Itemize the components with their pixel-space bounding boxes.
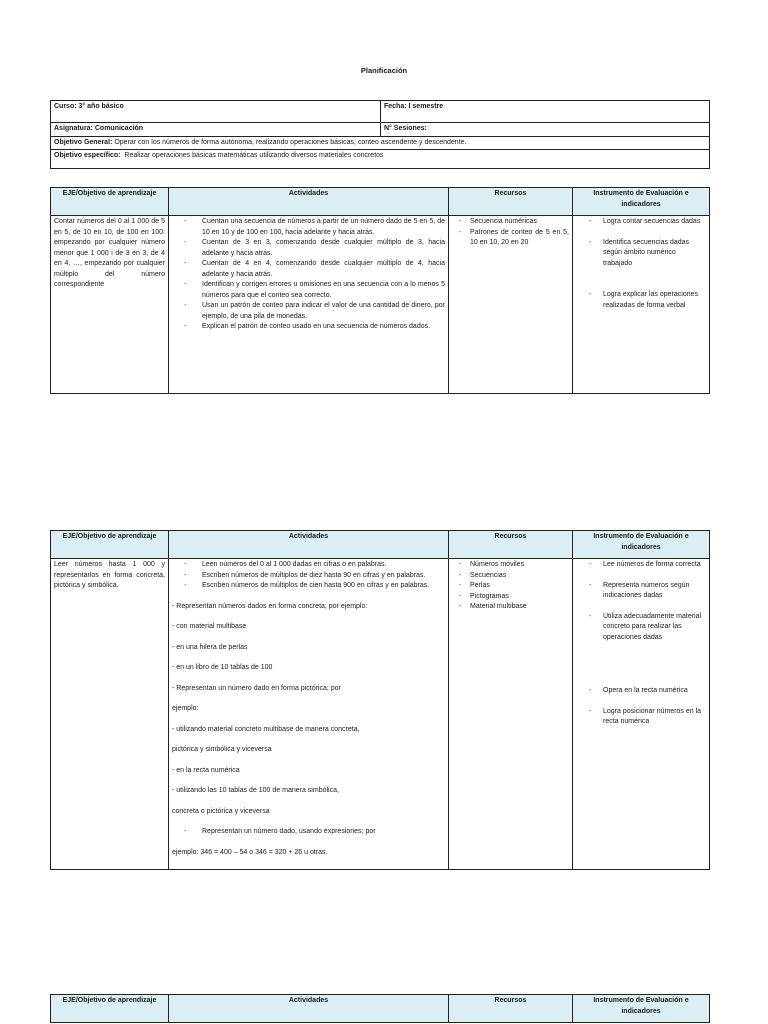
sesiones-cell xyxy=(381,123,710,137)
objetivo-general-label: Objetivo General: xyxy=(54,138,113,146)
activity-line: ejemplo: xyxy=(172,705,199,712)
eje-cell: Contar números del 0 al 1 000 de 5 en 5, de 10 en 10, de 100 en 100: empezando por cualquier número menor que 1 000 i de 3 en 3, de 4 en 4, …, empezando por cualquier múltiplo del número correspondiente xyxy=(51,216,169,394)
list-item: - Logra posicionar números en la recta numérica xyxy=(603,707,706,728)
list-item: - Cuentan de 3 en 3, comenzando desde cualquier múltiplo de 3, hacia adelante y hacia atrás. xyxy=(202,238,445,259)
col-eje-header: EJE/Objetivo de aprendizaje xyxy=(51,995,169,1023)
planning-table-3 xyxy=(50,994,710,1023)
recursos-cell xyxy=(449,559,573,870)
list-item: - Logra contar secuencias dadas xyxy=(603,217,706,228)
list-item: - Cuentan de 4 en 4, comenzando desde cualquier múltiplo de 4, hacia adelante y hacia atrás. xyxy=(202,259,445,280)
list-item: - Representa números según indicaciones dadas xyxy=(603,581,706,602)
activity-line: - utilizando material concreto multibase de manera concreta, xyxy=(172,725,360,733)
col-recursos-header: Recursos xyxy=(449,188,573,216)
list-item: - Lee números de forma correcta xyxy=(603,560,706,571)
actividades-list-2 xyxy=(172,827,445,838)
eje-cell: Leer números hasta 1 000 y representarlos en forma concreta, pictórica y simbólica. xyxy=(51,559,169,870)
instrumento-cell xyxy=(573,216,710,394)
list-item: - Logra explicar las operaciones realizadas de forma verbal xyxy=(603,290,706,311)
col-actividades-header: Actividades xyxy=(169,188,449,216)
page-title: Planificación xyxy=(360,66,408,75)
list-item: - Secuencias xyxy=(470,571,569,582)
col-actividades-header: Actividades xyxy=(169,531,449,559)
fecha-label: Fecha: xyxy=(384,103,407,110)
objetivo-general-cell xyxy=(51,136,710,150)
planning-table-2 xyxy=(50,530,710,870)
actividades-list xyxy=(172,560,445,592)
list-item: - Números móviles xyxy=(470,560,569,571)
instrumento-list xyxy=(576,217,706,311)
col-recursos-header: Recursos xyxy=(449,531,573,559)
list-item: - Material multibase xyxy=(470,602,569,613)
list-item: - Identifican y corrigen errores u omisiones en una secuencia con a lo menos 5 números para que el conteo sea correcto. xyxy=(202,280,445,301)
list-item: - Escriben números de múltiplos de diez hasta 90 en cifras y en palabras. xyxy=(202,571,445,582)
list-item: - Leen números del 0 al 1 000 dadas en cifras o en palabras. xyxy=(202,560,445,571)
objetivo-especifico-value: Realizar operaciones básicas matemáticas utilizando diversos materiales concretos xyxy=(124,152,384,159)
col-eje-header: EJE/Objetivo de aprendizaje xyxy=(51,531,169,559)
list-item: - Usan un patrón de conteo para indicar el valor de una cantidad de dinero, por ejemplo, de una pila de monedas. xyxy=(202,301,445,322)
curso-cell xyxy=(51,101,381,123)
list-item: - Secuencia numéricas xyxy=(470,217,569,228)
recursos-list xyxy=(452,217,569,249)
list-item: - Escriben números de múltiplos de cien hasta 900 en cifras y en palabras. xyxy=(202,581,445,592)
list-item: - Perlas xyxy=(470,581,569,592)
sesiones-label: N° Sesiones: xyxy=(384,125,427,132)
col-instrumento-header: Instrumento de Evaluación e indicadores xyxy=(573,188,710,216)
list-item: - Utiliza adecuadamente material concreto para realizar las operaciones dadas xyxy=(603,612,706,644)
header-table xyxy=(50,100,710,169)
asignatura-label: Asignatura: xyxy=(54,125,93,132)
fecha-value: I semestre xyxy=(408,103,444,110)
planning-table-1 xyxy=(50,187,710,394)
list-item: - Cuentan una secuencia de números a partir de un número dado de 5 en 5, de 10 en 10 y de 100 en 100, hacia adelante y hacia atrás. xyxy=(202,217,445,238)
list-item: - Explican el patrón de conteo usado en una secuencia de números dados. xyxy=(202,322,445,333)
curso-value: 3° año básico xyxy=(78,103,124,110)
activity-line: - en una hilera de perlas xyxy=(172,643,248,651)
activity-line: - en la recta numérica xyxy=(172,766,240,774)
actividades-cell xyxy=(169,216,449,394)
list-item: - Patrones de conteo de 5 en 5, 10 en 10, 20 en 20 xyxy=(470,228,569,249)
activity-line: - Representan un número dado en forma pictórica; por xyxy=(172,684,341,692)
activity-line: - utilizando las 10 tablas de 100 de manera simbólica, xyxy=(172,787,339,794)
list-item: - Representan un número dado, usando expresiones; por xyxy=(202,827,445,838)
curso-label: Curso: xyxy=(54,103,77,110)
activity-line: pictórica y simbólica y viceversa xyxy=(172,746,272,753)
fecha-cell xyxy=(381,101,710,123)
instrumento-cell xyxy=(573,559,710,870)
list-item: - Pictogramas xyxy=(470,592,569,603)
instrumento-list xyxy=(576,560,706,728)
list-item: - Identifica secuencias dadas según ámbito numérico trabajado xyxy=(603,238,706,270)
objetivo-especifico-label: Objetivo específico: xyxy=(54,152,121,159)
activity-line: - Representan números dados en forma concreta; por ejemplo: xyxy=(172,602,368,610)
actividades-list xyxy=(172,217,445,333)
recursos-list xyxy=(452,560,569,613)
activity-line: - en un libro de 10 tablas de 100 xyxy=(172,664,273,671)
actividades-cell xyxy=(169,559,449,870)
asignatura-value: Comunicación xyxy=(94,125,144,132)
list-item: - Opera en la recta numérica xyxy=(603,686,706,697)
col-actividades-header: Actividades xyxy=(169,995,449,1023)
objetivo-especifico-cell xyxy=(51,150,710,169)
col-eje-header: EJE/Objetivo de aprendizaje xyxy=(51,188,169,216)
activity-line: ejemplo: 346 = 400 – 54 o 346 = 320 + 26 u otras. xyxy=(172,848,328,856)
col-recursos-header: Recursos xyxy=(449,995,573,1023)
recursos-cell xyxy=(449,216,573,394)
col-instrumento-header: Instrumento de Evaluación e indicadores xyxy=(573,531,710,559)
activity-line: - con material multibase xyxy=(172,623,247,630)
col-instrumento-header: Instrumento de Evaluación e indicadores xyxy=(573,995,710,1023)
activity-line: concreta o pictórica y viceversa xyxy=(172,807,270,815)
asignatura-cell xyxy=(51,123,381,137)
objetivo-general-value: Operar con los números de forma autónoma, realizando operaciones básicas, conteo ascendente y descendente. xyxy=(114,138,467,146)
